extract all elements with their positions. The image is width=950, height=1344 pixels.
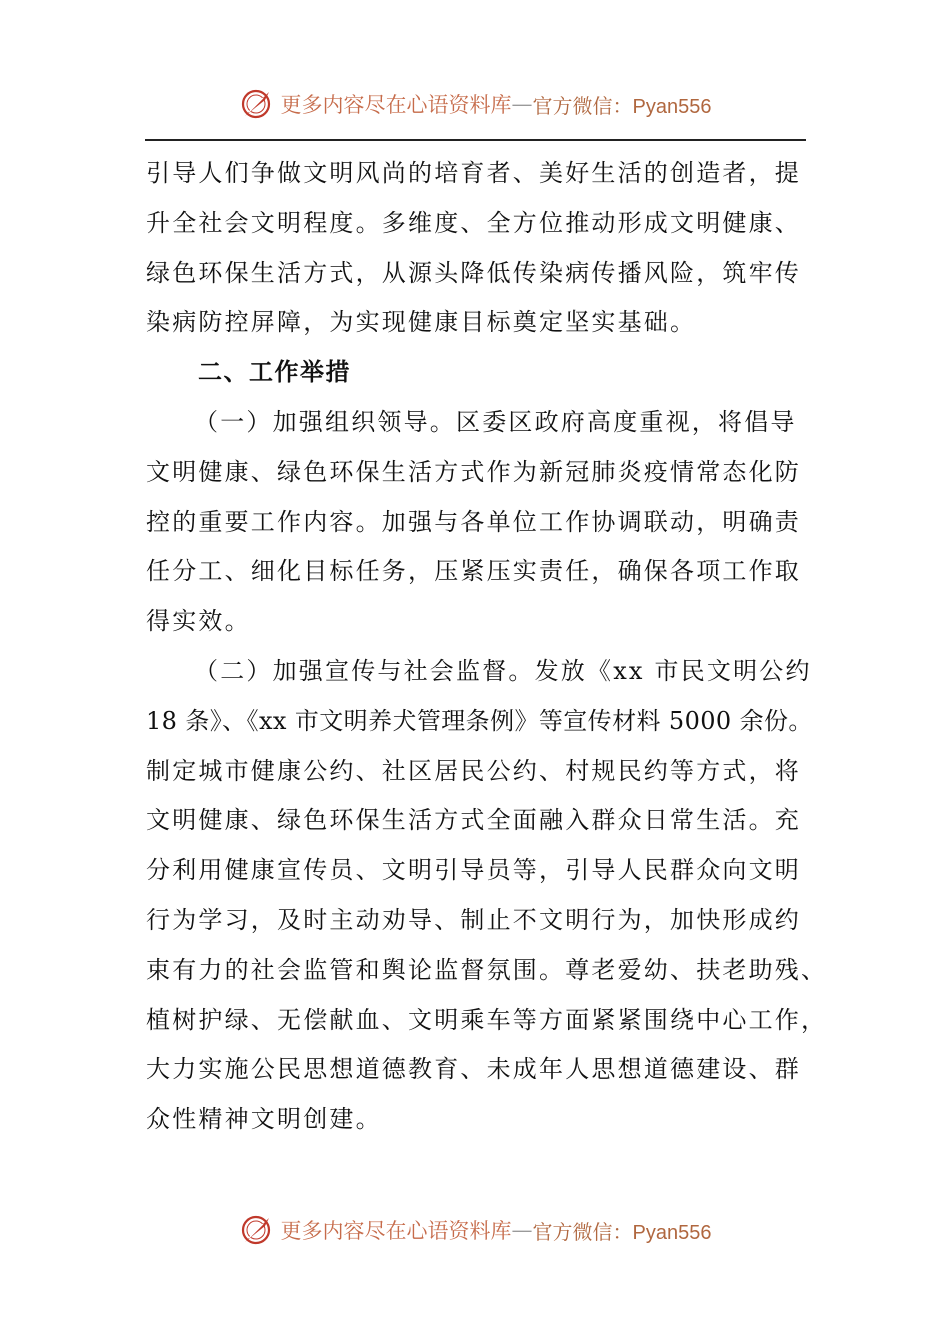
footer-banner-wechat: 官方微信：Pyan556 — [532, 1221, 712, 1244]
quill-seal-icon — [239, 86, 275, 122]
text-line: 众性精神文明创建。 — [146, 1105, 382, 1134]
text-line: 绿色环保生活方式，从源头降低传染病传播风险，筑牢传 — [146, 258, 801, 287]
text-line: 制定城市健康公约、社区居民公约、村规民约等方式，将 — [146, 756, 801, 785]
header-banner — [0, 82, 950, 126]
text-line: 大力实施公民思想道德教育、未成年人思想道德建设、群 — [146, 1055, 801, 1084]
header-banner-separator: — — [511, 92, 533, 116]
quill-seal-icon — [239, 1212, 275, 1248]
footer-banner-text: 更多内容尽在心语资料库 — [280, 1219, 512, 1243]
header-banner-wechat: 官方微信：Pyan556 — [532, 95, 712, 118]
section-heading: 二、工作举措 — [198, 358, 351, 387]
paragraph-first-line: （二）加强宣传与社会监督。发放《xx 市民文明公约 — [194, 656, 812, 685]
header-divider — [145, 139, 806, 141]
text-line: 文明健康、绿色环保生活方式全面融入群众日常生活。充 — [146, 806, 801, 835]
paragraph-first-line: （一）加强组织领导。区委区政府高度重视，将倡导 — [194, 407, 797, 436]
text-line: 得实效。 — [146, 607, 251, 636]
footer-banner-separator: — — [511, 1218, 533, 1242]
text-line: 18 条》、《xx 市文明养犬管理条例》等宣传材料 5000 余份。 — [146, 706, 813, 735]
footer-banner — [0, 1208, 950, 1252]
text-line: 束有力的社会监管和舆论监督氛围。尊老爱幼、扶老助残、 — [146, 955, 828, 984]
text-line: 任分工、细化目标任务，压紧压实责任，确保各项工作取 — [146, 557, 801, 586]
text-line: 植树护绿、无偿献血、文明乘车等方面紧紧围绕中心工作， — [146, 1005, 828, 1034]
text-line: 引导人们争做文明风尚的培育者、美好生活的创造者，提 — [146, 159, 801, 187]
document-body — [146, 149, 826, 1145]
text-line: 文明健康、绿色环保生活方式作为新冠肺炎疫情常态化防 — [146, 457, 801, 486]
text-line: 染病防控屏障，为实现健康目标奠定坚实基础。 — [146, 308, 697, 337]
text-line: 升全社会文明程度。多维度、全方位推动形成文明健康、 — [146, 208, 801, 237]
text-line: 控的重要工作内容。加强与各单位工作协调联动，明确责 — [146, 507, 801, 536]
header-banner-text: 更多内容尽在心语资料库 — [280, 93, 512, 117]
text-line: 行为学习，及时主动劝导、制止不文明行为，加快形成约 — [146, 905, 801, 934]
text-line: 分利用健康宣传员、文明引导员等，引导人民群众向文明 — [146, 856, 801, 885]
